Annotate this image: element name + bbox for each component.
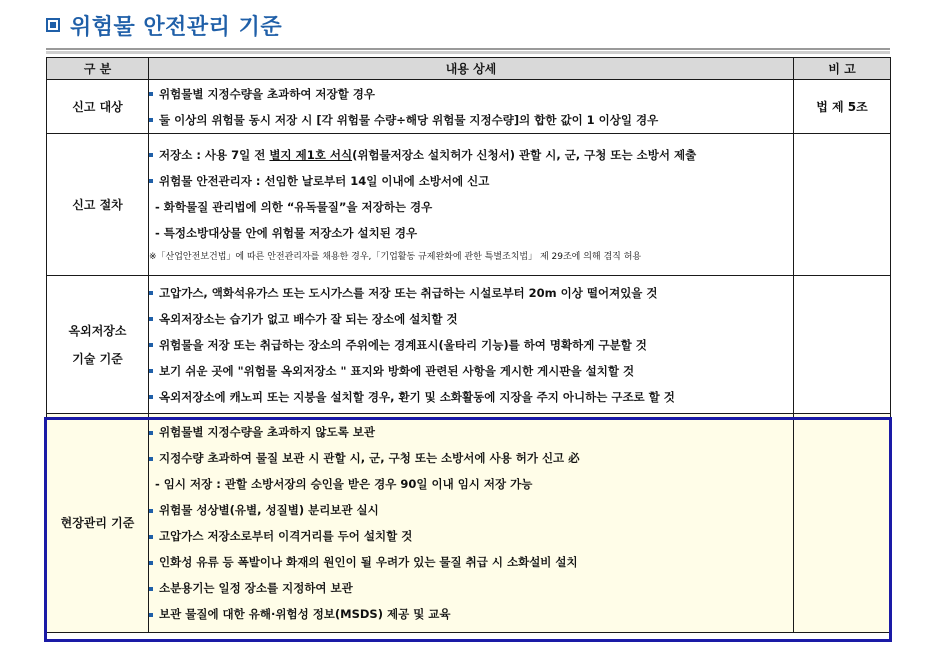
row-note (794, 134, 891, 276)
title-divider (46, 48, 890, 54)
header-note: 비 고 (794, 58, 891, 80)
bullet-icon (149, 92, 153, 96)
bullet-icon (149, 179, 153, 183)
row-category: 신고 대상 (47, 80, 149, 134)
row-details (149, 276, 794, 414)
list-item: 위험물을 저장 또는 취급하는 장소의 주위에는 경계표시(울타리 기능)를 하여 명확하게 구분할 것 (149, 332, 793, 358)
sub-item: - 임시 저장 : 관할 소방서장의 승인을 받은 경우 90일 이내 임시 저장 가능 (155, 477, 533, 491)
list-item: 위험물 성상별(유별, 성질별) 분리보관 실시 (149, 497, 793, 523)
list-item: 저장소 : 사용 7일 전 별지 제1호 서식(위험물저장소 설치허가 신청서) 관할 시, 군, 구청 또는 소방서 제출 (149, 142, 793, 168)
list-item: 둘 이상의 위험물 동시 저장 시 [각 위험물 수량÷해당 위험물 지정수량]의 합한 값이 1 이상일 경우 (149, 107, 793, 133)
bullet-icon (149, 118, 153, 122)
bullet-icon (149, 509, 153, 513)
list-item: 인화성 유류 등 폭발이나 화재의 원인이 될 우려가 있는 물질 취급 시 소화설비 설치 (149, 549, 793, 575)
row-category (47, 276, 149, 414)
list-item: 위험물 안전관리자 : 선임한 날로부터 14일 이내에 소방서에 신고 (149, 168, 793, 194)
table-row (47, 134, 891, 276)
list-item: 옥외저장소에 캐노피 또는 지붕을 설치할 경우, 환기 및 소화활동에 지장을 주지 아니하는 구조로 할 것 (149, 384, 793, 410)
footnote: ※「산업안전보건법」에 따른 안전관리자를 채용한 경우,「기업활동 규제완화에 관한 특별조치법」 제 29조에 의해 겸직 허용 (149, 251, 642, 262)
table-row (47, 80, 891, 134)
sub-item: - 특정소방대상물 안에 위험물 저장소가 설치된 경우 (155, 225, 418, 240)
bullet-icon (149, 369, 153, 373)
sub-item: - 화학물질 관리법에 의한 “유독물질”을 저장하는 경우 (155, 199, 433, 214)
form-reference: 별지 제1호 서식 (269, 147, 353, 162)
bullet-icon (149, 561, 153, 565)
list-item: 보관 물질에 대한 유해·위험성 정보(MSDS) 제공 및 교육 (149, 601, 793, 627)
list-item: 고압가스, 액화석유가스 또는 도시가스를 저장 또는 취급하는 시설로부터 20m 이상 떨어져있을 것 (149, 280, 793, 306)
header-category: 구 분 (47, 58, 149, 80)
list-item: 지정수량 초과하여 물질 보관 시 관할 시, 군, 구청 또는 소방서에 사용 허가 신고 必 (149, 445, 793, 471)
list-item: 고압가스 저장소로부터 이격거리를 두어 설치할 것 (149, 523, 793, 549)
list-item: 옥외저장소는 습기가 없고 배수가 잘 되는 장소에 설치할 것 (149, 306, 793, 332)
page-title (46, 8, 282, 42)
table-row-highlighted (47, 414, 891, 633)
table-row (47, 276, 891, 414)
row-note (794, 414, 891, 633)
row-category: 현장관리 기준 (47, 414, 149, 633)
page-title-text: 위험물 안전관리 기준 (70, 14, 283, 40)
bullet-icon (149, 343, 153, 347)
safety-standards-table (46, 57, 891, 633)
bullet-icon (149, 613, 153, 617)
bullet-icon (149, 587, 153, 591)
bullet-icon (149, 535, 153, 539)
row-note: 법 제 5조 (794, 80, 891, 134)
row-details (149, 414, 794, 633)
row-details (149, 134, 794, 276)
list-item: 보기 쉬운 곳에 "위험물 옥외저장소 " 표지와 방화에 관련된 사항을 게시한 게시판을 설치할 것 (149, 358, 793, 384)
bullet-icon (149, 153, 153, 157)
list-item: 소분용기는 일정 장소를 지정하여 보관 (149, 575, 793, 601)
header-details: 내용 상세 (149, 58, 794, 80)
list-item: 위험물별 지정수량을 초과하여 저장할 경우 (149, 81, 793, 107)
square-bullet-icon (46, 18, 60, 32)
bullet-icon (149, 317, 153, 321)
row-note (794, 276, 891, 414)
row-details (149, 80, 794, 134)
bullet-icon (149, 291, 153, 295)
category-line: 기술 기준 (72, 351, 123, 366)
list-item: 위험물별 지정수량을 초과하지 않도록 보관 (149, 419, 793, 445)
bullet-icon (149, 395, 153, 399)
row-category: 신고 절차 (47, 134, 149, 276)
bullet-icon (149, 457, 153, 461)
category-line: 옥외저장소 (68, 323, 127, 338)
bullet-icon (149, 431, 153, 435)
